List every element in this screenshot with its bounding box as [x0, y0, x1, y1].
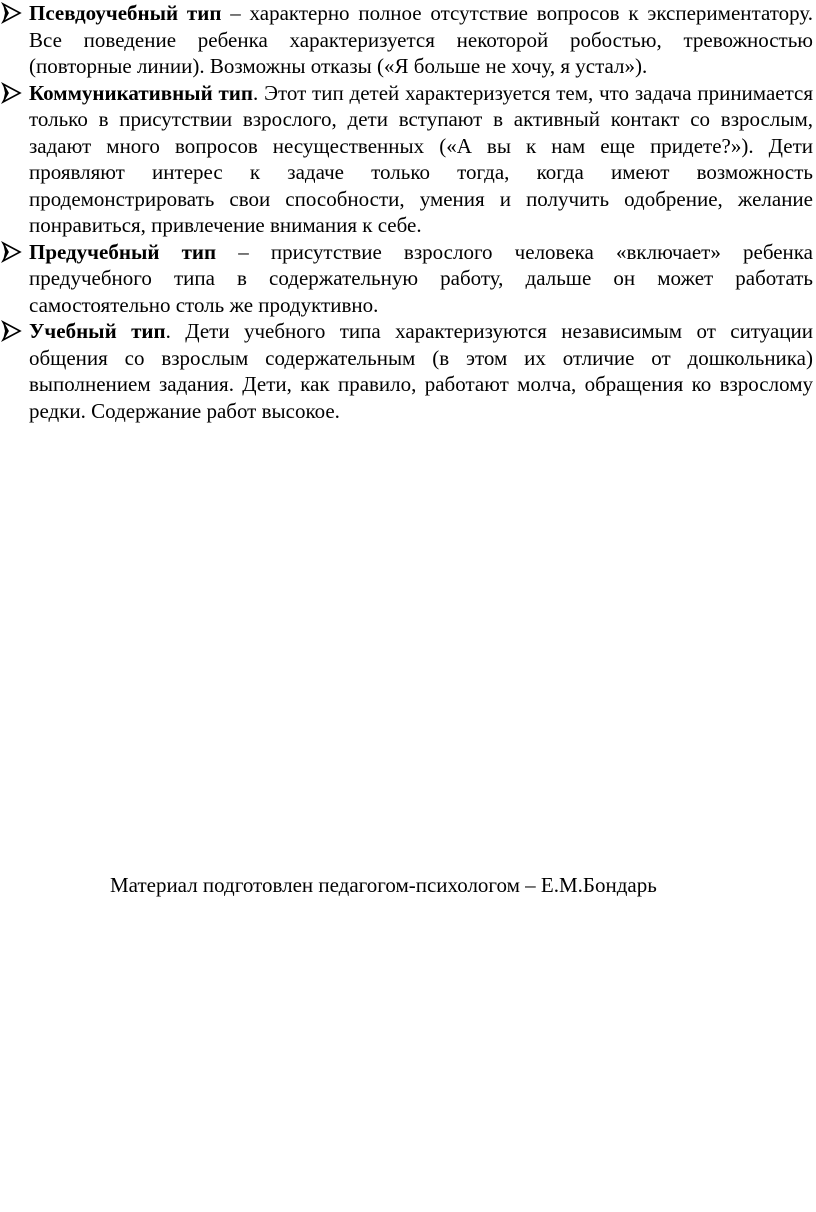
item-term: Предучебный тип: [29, 239, 217, 264]
list-item: [0, 318, 816, 424]
item-text: . Дети учебного типа характеризуются независимым от ситуации общения со взрослым содержательным (в этом их отличие от дошкольника) выполнением задания. Дети, как правило, работают молча, обращения ко взрослому редки. Содержание работ высокое.: [29, 319, 813, 423]
item-term: Коммуникативный тип: [29, 80, 254, 105]
arrowhead-bullet-icon: [1, 0, 23, 26]
item-text: – характерно полное отсутствие вопросов к экспериментатору. Все поведение ребенка характеризуется некоторой робостью, тревожностью (повторные линии). Возможны отказы («Я больше не хочу, я устал»).: [29, 1, 813, 78]
item-term: Учебный тип: [29, 319, 166, 343]
item-term: Псевдоучебный тип: [29, 1, 222, 25]
list-item: [0, 80, 816, 239]
item-text: . Этот тип детей характеризуется тем, что задача принимается только в присутствии взрослого, дети вступают в активный контакт со взрослым, задают много вопросов несущественных («А вы к нам еще придете?»). Дети проявляют интерес к задаче только тогда, когда имеют возможность продемонстрировать свои способности, умения и получить одобрение, желание понравиться, привлечение внимания к себе.: [29, 80, 813, 237]
arrowhead-bullet-icon: [1, 318, 23, 344]
list-item: [0, 239, 816, 319]
list-item: [0, 0, 816, 80]
item-text: – присутствие взрослого человека «включает» ребенка предучебного типа в содержательную работу, дальше он может работать самостоятельно столь же продуктивно.: [29, 239, 813, 317]
arrowhead-bullet-icon: [1, 239, 23, 265]
child-types-list: [0, 0, 816, 424]
author-credit: Материал подготовлен педагогом-психологом – Е.М.Бондарь: [110, 873, 657, 897]
arrowhead-bullet-icon: [1, 80, 23, 106]
